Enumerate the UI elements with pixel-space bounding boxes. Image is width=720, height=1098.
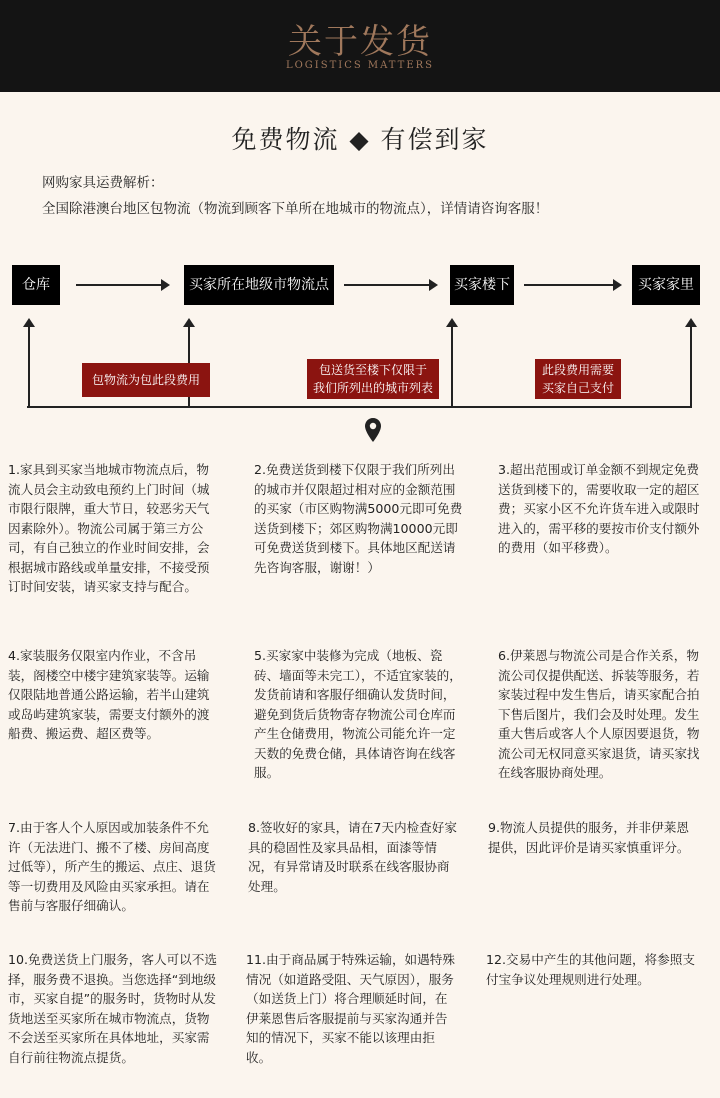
page-subtitle: LOGISTICS MATTERS [285,60,435,71]
flow-step-city-logistics: 买家所在地级市物流点 [184,265,334,305]
flow-step-warehouse: 仓库 [12,265,60,305]
note-10: 10.免费送货上门服务，客人可以不选择，服务费不退换。当您选择“到地级市，买家自提”的服务时，货物时从发货地送至买家所在城市物流点，货物不会送至买家所在具体地址，买家需自行前往物流点提货。 [8,952,217,1065]
note-9: 9.物流人员提供的服务，并非伊莱恩提供，因此评价是请买家慎重评分。 [488,820,690,855]
page-title: 关于发货 [288,22,432,62]
note-4: 4.家装服务仅限室内作业，不含吊装，阁楼空中楼宇建筑家装等。运输仅限陆地普通公路运输，若半山建筑或岛屿建筑家装，需要支付额外的渡船费、搬运费、超区费等。 [8,648,210,741]
flow-step-home: 买家家里 [632,265,700,305]
note-5: 5.买家家中装修为完成（地板、瓷砖、墙面等未完工），不适宜家装的，发货前请和客服仔细确认发货时间，避免到货后货物寄存物流公司仓库而产生仓储费用，物流公司能允许一定天数的免费仓储，具体请咨询在线客服。 [254,648,462,780]
flow-note-2-line1: 包送货至楼下仅限于 [318,363,427,377]
intro [42,170,692,222]
intro-text: 全国除港澳台地区包物流（物流到顾客下单所在地城市的物流点），详情请咨询客服！ [42,201,549,217]
slogan: 免费物流 ◆ 有偿到家 [231,125,489,154]
intro-heading: 网购家具运费解析： [42,175,164,191]
flow-step-downstairs: 买家楼下 [450,265,514,305]
note-7: 7.由于客人个人原因或加装条件不允许（无法进门、搬不了楼、房间高度过低等），所产生的搬运、点庄、退货等一切费用及风险由买家承担。请在售前与客服仔细确认。 [8,820,216,913]
flow-note-buyer-pays [535,359,621,399]
flow-note-2-line2: 我们所列出的城市列表 [313,381,434,395]
flow-up-arrow-4 [690,320,692,407]
flow-up-arrow-3 [451,320,453,407]
location-pin-icon [364,417,382,443]
flow-baseline [27,406,692,408]
flow-arrow-3 [524,284,620,286]
note-1: 1.家具到买家当地城市物流点后，物流人员会主动致电预约上门时间（城市限行限牌，重大节日，较恶劣天气因素除外）。物流公司属于第三方公司，有自己独立的作业时间安排，会根据城市路线或单量安排，不接受预订时间安装，请买家支持与配合。 [8,462,210,594]
flow-arrow-2 [344,284,436,286]
flow-note-1-text: 包物流为包此段费用 [91,373,200,387]
note-8: 8.签收好的家具，请在7天内检查好家具的稳固性及家具品相，面漆等情况，有异常请及时联系在线客服协商处理。 [248,820,457,894]
flow-note-3-line2: 买家自己支付 [541,381,614,395]
flow-note-city-list [307,359,439,399]
note-12: 12.交易中产生的其他问题，将参照支付宝争议处理规则进行处理。 [486,952,695,987]
flow-arrow-1 [76,284,168,286]
header-banner [0,0,720,92]
note-3: 3.超出范围或订单金额不到规定免费送货到楼下的，需要收取一定的超区费；买家小区不允许货车进入或限时进入的，需平移的要按市价支付额外的费用（如平移费）。 [498,462,700,555]
flow-note-free-shipping [82,363,210,397]
note-11: 11.由于商品属于特殊运输，如遇特殊情况（如道路受阻、天气原因），服务（如送货上门）将合理顺延时间，在伊莱恩售后客服提前与买家沟通并告知的情况下，买家不能以该理由拒收。 [246,952,455,1065]
note-6: 6.伊莱恩与物流公司是合作关系，物流公司仅提供配送、拆装等服务，若家装过程中发生售后，请买家配合拍下售后图片，我们会及时处理。发生重大售后或客人个人原因要退货，物流公司无权同意买家退货，请买家找在线客服协商处理。 [498,648,700,780]
flow-up-arrow-1 [28,320,30,407]
flow-note-3-line1: 此段费用需要 [541,363,614,377]
note-2: 2.免费送货到楼下仅限于我们所列出的城市并仅限超过相对应的金额范围的买家（市区购物满5000元即可免费送货到楼下；郊区购物满10000元即可免费送货到楼下。具体地区配送请先咨询客服，谢谢！） [254,462,463,575]
